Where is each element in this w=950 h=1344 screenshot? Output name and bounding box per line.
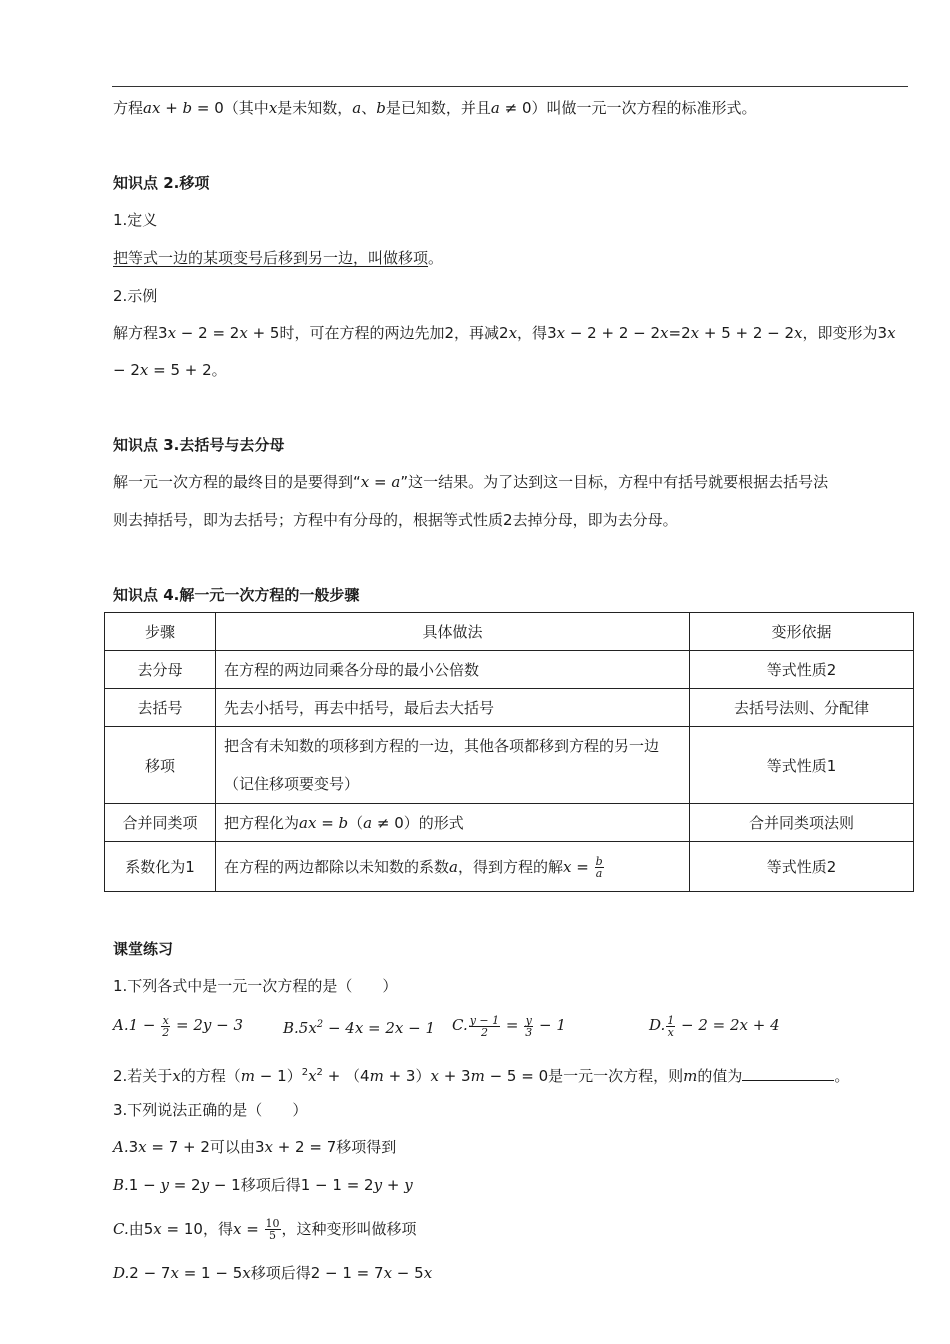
method-cell: 在方程的两边同乘各分母的最小公倍数 (216, 651, 690, 689)
method-cell: 把方程化为ax = b（a ≠ 0）的形式 (216, 804, 690, 842)
kp2-def-label: 1.定义 (113, 211, 158, 229)
practice-title: 课堂练习 (113, 940, 174, 958)
text: 。 (834, 1067, 850, 1085)
kp4-title: 知识点 4.解一元一次方程的一般步骤 (113, 586, 360, 604)
text: 在方程的两边都除以未知数的系数 (224, 857, 450, 876)
kp2-def-text (113, 247, 443, 269)
text: 解方程 (113, 324, 159, 342)
text: 是一元一次方程，则 (548, 1067, 684, 1085)
basis-cell: 等式性质2 (690, 651, 914, 689)
table-row (105, 651, 914, 689)
q3-option-c: C.由5x = 10，得x = $\frac{10}{5}$ ，这种变形叫做移项 (113, 1217, 417, 1242)
option-b: $B.5x^2 - 4x = 2x - 1$ (283, 1019, 436, 1037)
basis-cell: 合并同类项法则 (690, 804, 914, 842)
text: 则去掉括号，即为去括号；方程中有分母的，根据等式性质 (113, 511, 504, 529)
text: ，得到方程的解 (457, 857, 563, 876)
text: ”这一结果。为了达到这一目标，方程中有括号就要根据去括号法 (400, 473, 829, 491)
step-cell: 去括号 (105, 689, 216, 727)
steps-table (104, 612, 914, 892)
basis-cell: 等式性质1 (690, 727, 914, 804)
step-cell: 系数化为1 (105, 842, 216, 892)
header-basis: 变形依据 (690, 613, 914, 651)
text: ）叫做一元一次方程的标准形式。 (531, 99, 757, 117)
text: ，得 (202, 1220, 233, 1238)
text: ） (286, 1067, 302, 1085)
text: 移项后得 (250, 1264, 311, 1282)
header-method: 具体做法 (216, 613, 690, 651)
step-cell: 去分母 (105, 651, 216, 689)
text: 是已知数，并且 (385, 99, 491, 117)
kp2-example-line2: − 2x = 5 + 2。 (113, 361, 227, 379)
kp3-line2: 则去掉括号，即为去括号；方程中有分母的，根据等式性质2去掉分母，即为去分母。 (113, 511, 678, 529)
q3-option-b: B.1 − y = 2y − 1移项后得1 − 1 = 2y + y (113, 1176, 413, 1194)
kp2-title: 知识点 2.移项 (113, 174, 210, 192)
text: 2.若关于 (113, 1067, 173, 1085)
kp2-example-label: 2.示例 (113, 287, 158, 305)
table-row (105, 842, 914, 892)
text: 是未知数， (277, 99, 353, 117)
text: 的方程（ (180, 1067, 241, 1085)
text: 。 (428, 249, 444, 267)
text: 去掉分母，即为去分母。 (512, 511, 678, 529)
basis-cell: 等式性质2 (690, 842, 914, 892)
kp2-example-line1: 解方程3x − 2 = 2x + 5时，可在方程的两边先加2，再减2x，得3x − 2 + 2 − 2x=2x + 5 + 2 − 2x，即变形为3x (113, 324, 896, 342)
option-c: C. $\frac{y - 1}{2}$ = $\frac{y}{3}$ − 1 (452, 1013, 566, 1039)
option-a: A.1 − $\frac{x}{2}$ = 2y − 3 (113, 1013, 244, 1039)
text: 由 (128, 1220, 144, 1238)
text: ，再减 (454, 324, 500, 342)
method-cell: 把含有未知数的项移到方程的一边，其他各项都移到方程的另一边（记住移项要变号） (216, 727, 690, 804)
step-cell: 移项 (105, 727, 216, 804)
answer-blank[interactable] (742, 1066, 834, 1081)
text: 。 (211, 361, 227, 379)
text: ，这种变形叫做移项 (281, 1220, 417, 1238)
kp3-line1: 解一元一次方程的最终目的是要得到“x = a”这一结果。为了达到这一目标，方程中有括号就要根据去括号法 (113, 473, 829, 491)
question-3: 3.下列说法正确的是（ ） (113, 1101, 308, 1119)
text: 方程 (113, 99, 144, 117)
text: 的形式 (418, 813, 464, 832)
table-row (105, 727, 914, 804)
question-1: 1.下列各式中是一元一次方程的是（ ） (113, 977, 398, 995)
question-2: 2.若关于x的方程$(m - 1)^2x^2 + (4m + 3)x + 3m - 5 = 0$是一元一次方程，则m的值为 。 (113, 1067, 850, 1085)
text: 时，可在方程的两边先加 (279, 324, 445, 342)
basis-cell: 去括号法则、分配律 (690, 689, 914, 727)
text: 把方程化为 (224, 813, 300, 832)
text: 移项后得 (240, 1176, 301, 1194)
text: （其中 (223, 99, 269, 117)
text: 的值为 (697, 1067, 743, 1085)
text: ，得 (517, 324, 548, 342)
table-header-row (105, 613, 914, 651)
method-cell: 在方程的两边都除以未知数的系数a，得到方程的解x = $\frac{b}{a}$ (216, 842, 690, 892)
text: ，即变形为 (802, 324, 878, 342)
header-step: 步骤 (105, 613, 216, 651)
table-row (105, 689, 914, 727)
q3-option-a: A.3x = 7 + 2可以由3x + 2 = 7移项得到 (113, 1138, 397, 1156)
q3-option-d: D.2 − 7x = 1 − 5x移项后得2 − 1 = 7x − 5x (113, 1264, 433, 1282)
kp3-title: 知识点 3.去括号与去分母 (113, 436, 285, 454)
text: 可以由 (209, 1138, 255, 1156)
option-d: D. $\frac{1}{x}$ − 2 = 2x + 4 (649, 1013, 780, 1039)
standard-form-line: 方程ax + b = 0（其中x是未知数，a、b是已知数，并且a ≠ 0）叫做一元一次方程的标准形式。 (113, 99, 757, 117)
method-cell: 先去小括号，再去中括号，最后去大括号 (216, 689, 690, 727)
header-rule (112, 86, 908, 87)
text: 解一元一次方程的最终目的是要得到“ (113, 473, 361, 491)
step-cell: 合并同类项 (105, 804, 216, 842)
text: 、 (361, 99, 377, 117)
table-row (105, 804, 914, 842)
text: 移项得到 (336, 1138, 397, 1156)
definition-underlined: 把等式一边的某项变号后移到另一边，叫做移项 (113, 249, 429, 267)
